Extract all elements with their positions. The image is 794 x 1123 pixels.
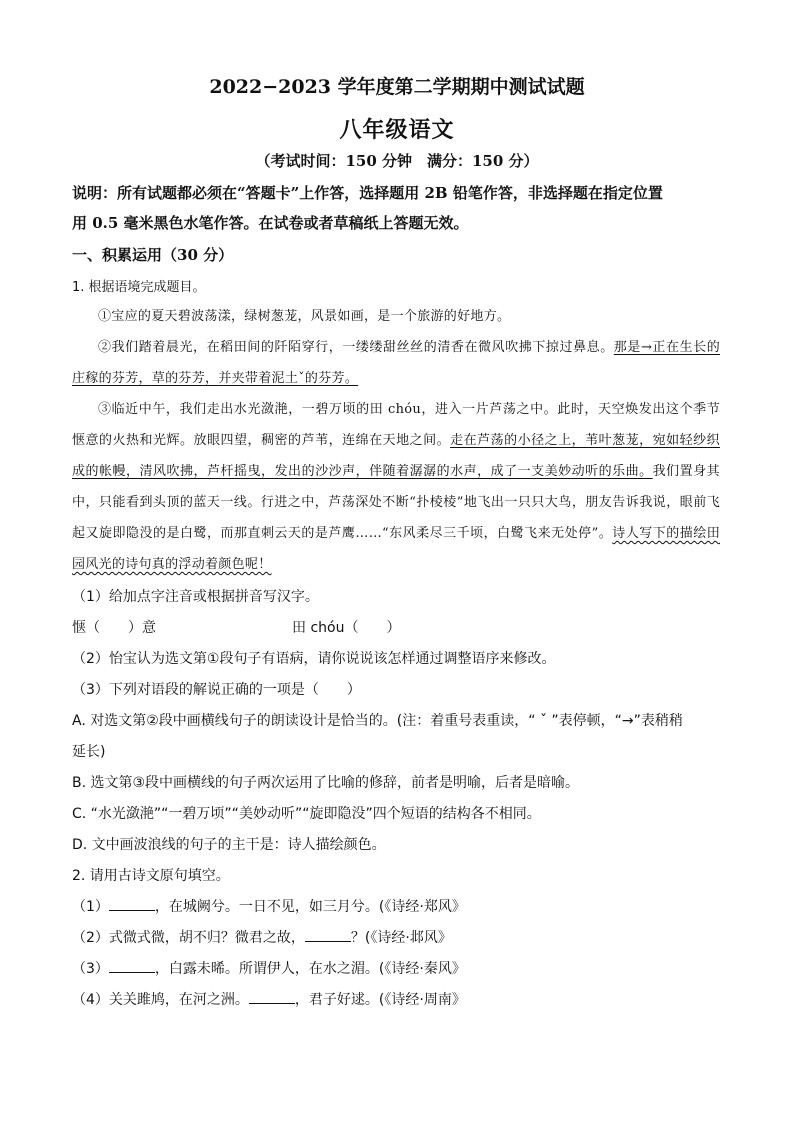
- passage-paragraph-1: ①宝应的夏天碧波荡漾，绿树葱茏，风景如画，是一个旅游的好地方。: [98, 309, 511, 324]
- instructions-line-1: 说明：所有试题都必须在“答题卡”上作答，选择题用 2B 铅笔作答，非选择题在指定位置: [72, 184, 663, 202]
- q2-item-3-post: ，白露未晞。所谓伊人，在水之湄。(《诗经·秦风》: [154, 961, 466, 977]
- q2-item-4-post: ，君子好逑。(《诗经·周南》: [294, 992, 466, 1008]
- sub-question-2: （2）怡宝认为选文第①段句子有语病，请你说说该怎样通过调整语序来修改。: [72, 651, 556, 667]
- page-subtitle: 八年级语文: [339, 117, 455, 143]
- p3-text-2: 我们置身其中，只能看到头顶的蓝天一线。行进之中，芦荡深处不断“扑棱棱”地飞出一只只大鸟，朋友告诉我说，眼前飞起又旋即隐没的是白鹭，而那直刺云天的是芦鹰……“东风柔尽三千顷，白鹭飞来无处停”。: [72, 464, 720, 541]
- q2-item-1-post: ，在城阙兮。一日不见，如三月兮。(《诗经·郑风》: [154, 899, 466, 915]
- q2-item-2-pre: （2）式微式微，胡不归？微君之故，: [72, 930, 305, 946]
- p3-underlined: 走在芦荡的小径之上，苇叶葱茏，宛如轻纱织成的帐幔，清风吹拂，芦杆摇曳，发出的沙沙声，伴随着潺潺的水声，成了一支美妙动听的乐曲。: [72, 433, 720, 479]
- p2-text: ②我们踏着晨光，在稻田间的阡陌穿行，一缕缕甜丝丝的清香在微风吹拂下掠过鼻息。: [98, 340, 614, 355]
- p3-wavy-underlined: 诗人写下的描绘田园风光的诗句真的浮动着颜色呢！: [72, 526, 721, 572]
- answer-blank[interactable]: [109, 958, 155, 973]
- p3-text-1: ③临近中午，我们走出水光潋滟，一碧万顷的田 chóu，进入一片芦荡之中。此时，天空焕发出这个季节惬意的火热和光辉。放眼四望，稠密的芦苇，连绵在天地之间。: [72, 402, 720, 448]
- q2-item-1: [72, 892, 720, 923]
- p2-underlined-a: 那是→正在生长的庄稼的芬芳，: [72, 340, 721, 386]
- sub1-item-a: 惬（ ）意: [72, 620, 156, 636]
- p2-underlined-b: 草的芬芳，: [151, 371, 219, 386]
- exam-info: （考试时间：150 分钟 满分：150 分）: [255, 152, 539, 170]
- q2-item-2: [72, 923, 720, 954]
- question-2-stem: 2. 请用古诗文原句填空。: [72, 868, 230, 884]
- option-a-line-1: A. 对选文第②段中画横线句子的朗读设计是恰当的。(注：着重号表重读，“ ˇ ”表停顿，“→”表稍稍: [72, 713, 683, 729]
- q2-item-4: [72, 985, 720, 1016]
- passage-paragraph-3: [72, 394, 720, 580]
- section-heading: 一、积累运用（30 分）: [72, 246, 234, 264]
- answer-blank[interactable]: [305, 927, 351, 942]
- sub-question-1-items: [72, 613, 720, 644]
- option-b: B. 选文第③段中画横线的句子两次运用了比喻的修辞，前者是明喻，后者是暗喻。: [72, 775, 580, 791]
- passage-paragraph-2: [72, 332, 720, 394]
- q2-item-1-pre: （1）: [72, 899, 109, 915]
- question-1-stem: 1. 根据语境完成题目。: [72, 280, 206, 295]
- page-title: 2022−2023 学年度第二学期期中测试试题: [209, 76, 585, 98]
- sub-question-1: （1）给加点字注音或根据拼音写汉字。: [72, 589, 319, 605]
- answer-blank[interactable]: [109, 896, 155, 911]
- answer-blank[interactable]: [249, 989, 295, 1004]
- q2-item-3: [72, 954, 720, 985]
- q2-item-4-pre: （4）关关雎鸠，在河之洲。: [72, 992, 249, 1008]
- sub-question-3: （3）下列对语段的解说正确的一项是（ ）: [72, 682, 361, 698]
- reading-passage: [72, 301, 720, 580]
- question-block: [72, 582, 720, 1016]
- sub1-item-b: 田 chóu（ ）: [292, 620, 401, 636]
- option-c: C. “水光潋滟”“一碧万顷”“美妙动听”“旋即隐没”四个短语的结构各不相同。: [72, 806, 541, 822]
- option-a-line-2: 延长): [72, 744, 106, 760]
- q2-item-3-pre: （3）: [72, 961, 109, 977]
- option-d: D. 文中画波浪线的句子的主干是：诗人描绘颜色。: [72, 837, 386, 853]
- q2-item-2-post: ？(《诗经·邶风》: [350, 930, 452, 946]
- p2-underlined-c: 并夹带着泥土ˇ的芬芳。: [218, 371, 359, 386]
- instructions-line-2: 用 0.5 毫米黑色水笔作答。在试卷或者草稿纸上答题无效。: [72, 214, 469, 232]
